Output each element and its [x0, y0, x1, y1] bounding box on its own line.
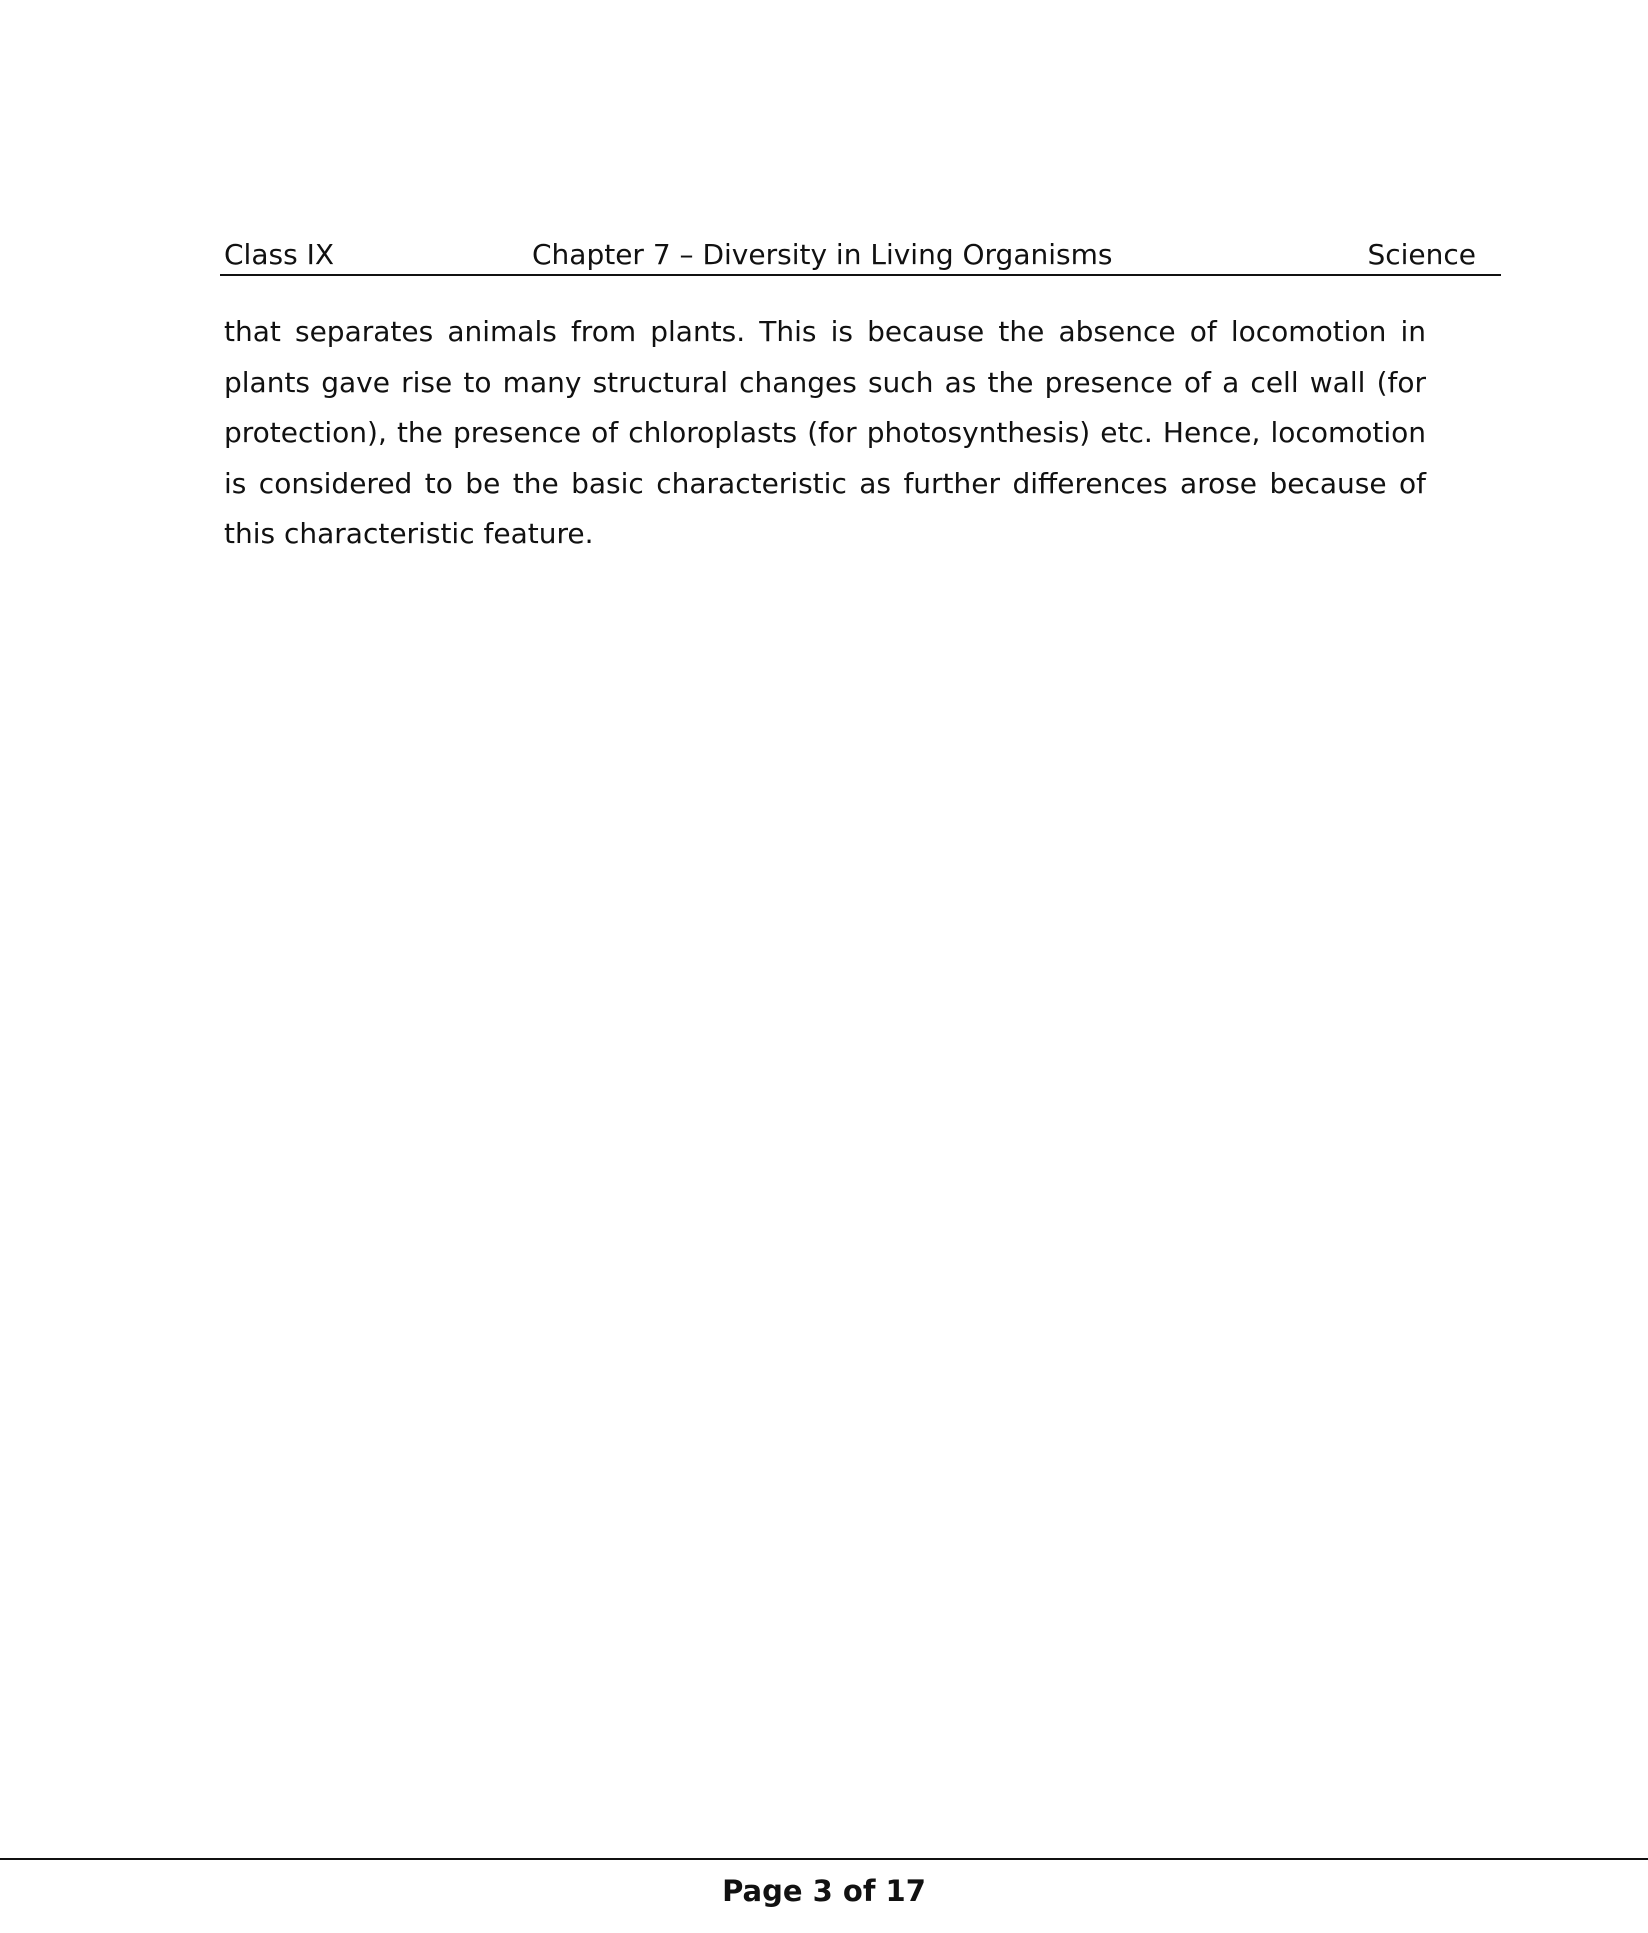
header-subject-label: Science	[1367, 238, 1476, 271]
header-class-label: Class IX	[224, 238, 335, 271]
page-header	[220, 236, 1501, 276]
footer-divider	[0, 1858, 1648, 1860]
body-paragraph: that separates animals from plants. This is because the absence of locomotion in plants gave rise to many structural changes such as the presence of a cell wall (for protection), the presence of chloroplasts (for photosynthesis) etc. Hence, locomotion is considered to be the basic characteristic as further differences arose because of this characteristic feature.	[224, 315, 1426, 550]
page-number: Page 3 of 17	[722, 1874, 926, 1908]
header-chapter-title: Chapter 7 – Diversity in Living Organisms	[532, 238, 1113, 271]
